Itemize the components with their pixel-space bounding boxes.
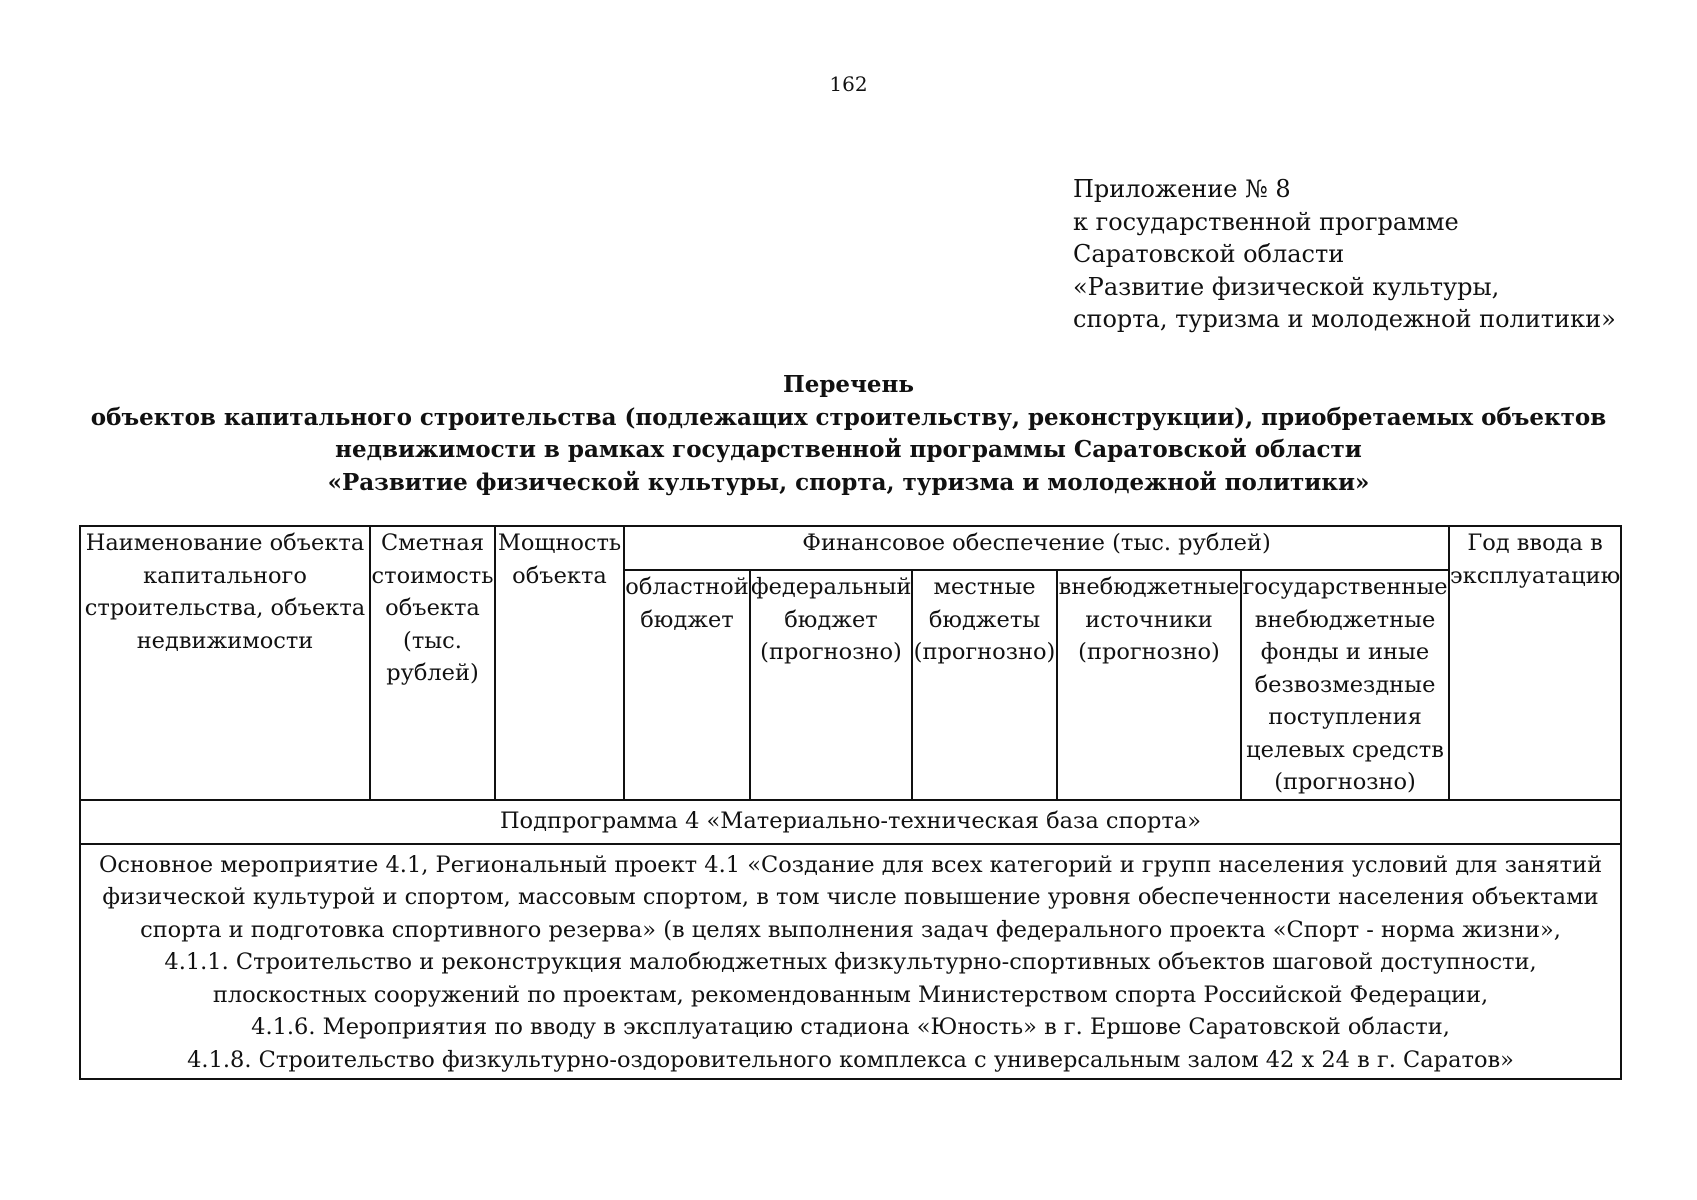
main-activity-line: 4.1.1. Строительство и реконструкция малобюджетных физкультурно-спортивных объектов шаговой доступности, xyxy=(164,949,1537,975)
title-line: «Развитие физической культуры, спорта, туризма и молодежной политики» xyxy=(327,468,1370,496)
objects-table xyxy=(79,525,1622,1080)
header-extrabudgetary-sources: внебюджетные источники (прогнозно) xyxy=(1057,570,1241,800)
header-estimated-cost: Сметная стоимость объекта (тыс. рублей) xyxy=(370,526,495,800)
header-local-budgets: местные бюджеты (прогнозно) xyxy=(912,570,1057,800)
main-activity-line: спорта и подготовка спортивного резерва» (в целях выполнения задач федерального проекта «Спорт - норма жизни», xyxy=(140,916,1561,943)
appendix-line: к государственной программе xyxy=(1073,207,1459,236)
main-activity-cell xyxy=(80,844,1621,1080)
header-object-name: Наименование объекта капитального строительства, объекта недвижимости xyxy=(80,526,370,800)
header-federal-budget: федеральный бюджет (прогнозно) xyxy=(750,570,912,800)
main-activity-line: плоскостных сооружений по проектам, рекомендованным Министерством спорта Российской Федерации, xyxy=(212,981,1489,1008)
title-line: недвижимости в рамках государственной программы Саратовской области xyxy=(335,436,1362,463)
document-title xyxy=(60,369,1637,499)
header-regional-budget: областной бюджет xyxy=(624,570,750,800)
appendix-line: «Развитие физической культуры, xyxy=(1073,272,1500,301)
header-row xyxy=(80,526,1621,570)
main-activity-row xyxy=(80,844,1621,1080)
subprogram-row xyxy=(80,800,1621,844)
main-activity-line: 4.1.6. Мероприятия по вводу в эксплуатацию стадиона «Юность» в г. Ершове Саратовской области, xyxy=(251,1014,1450,1040)
main-activity-line: 4.1.8. Строительство физкультурно-оздоровительного комплекса с универсальным залом 42 х 24 в г. Саратов» xyxy=(187,1046,1514,1073)
appendix-line: спорта, туризма и молодежной политики» xyxy=(1073,305,1616,333)
header-capacity: Мощность объекта xyxy=(495,526,624,800)
main-activity-line: Основное мероприятие 4.1, Региональный проект 4.1 «Создание для всех категорий и групп населения условий для занятий xyxy=(98,851,1603,878)
header-commissioning-year: Год ввода в эксплуатацию xyxy=(1449,526,1621,800)
appendix-note xyxy=(1073,173,1616,336)
subprogram-title: Подпрограмма 4 «Материально-техническая база спорта» xyxy=(80,800,1621,844)
appendix-line: Саратовской области xyxy=(1073,240,1345,268)
header-financing: Финансовое обеспечение (тыс. рублей) xyxy=(624,526,1449,570)
title-line: Перечень xyxy=(783,371,914,398)
appendix-line: Приложение № 8 xyxy=(1073,175,1291,203)
header-state-funds: государственные внебюджетные фонды и иные безвозмездные поступления целевых средств (прогнозно) xyxy=(1241,570,1449,800)
title-line: объектов капитального строительства (подлежащих строительству, реконструкции), приобретаемых объектов xyxy=(90,403,1607,431)
page-number: 162 xyxy=(829,72,868,96)
main-activity-line: физической культурой и спортом, массовым спортом, в том числе повышение уровня обеспеченности населения объектами xyxy=(102,884,1599,910)
